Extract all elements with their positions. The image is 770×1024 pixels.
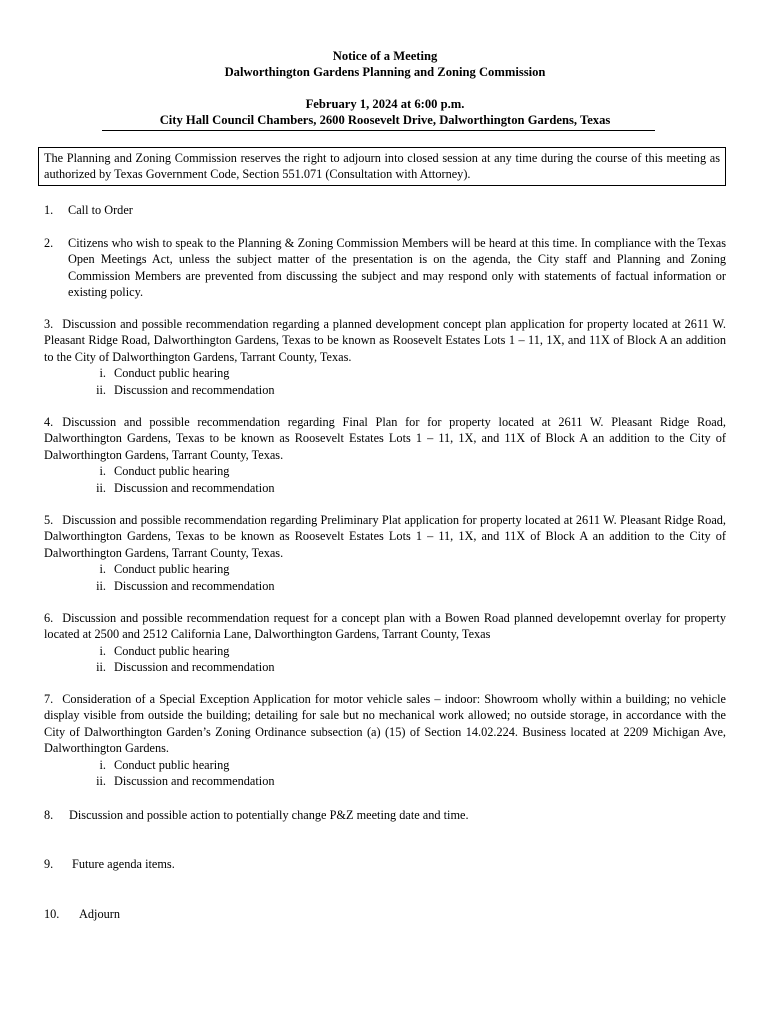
sub-item xyxy=(44,773,726,789)
sub-item-text: Discussion and recommendation xyxy=(114,480,275,495)
item-text: Discussion and possible recommendation regarding Final Plan for for property located at 2611 W. Pleasant Ridge Road, Dalworthington Gardens, Texas to be known as Roosevelt Estates Lots 1 – 11, 1X, and 11X of Block A an addition to the City of Dalworthington Gardens, Tarrant County, Texas. xyxy=(44,415,726,462)
agenda-item-1 xyxy=(44,202,726,218)
item-text: Adjourn xyxy=(79,907,120,921)
header-divider xyxy=(102,130,655,131)
item-number: 3. xyxy=(44,317,54,331)
sub-item-text: Discussion and recommendation xyxy=(114,382,275,397)
sub-item-number: ii. xyxy=(96,382,106,397)
item-text: Discussion and possible recommendation regarding a planned development concept plan application for property located at 2611 W. Pleasant Ridge Road, Dalworthington Gardens, Texas to be known as Roosevelt Estates Lots 1 – 11, 1X, and 11X of Block A an addition to the City of Dalworthington Gardens, Tarrant County, Texas. xyxy=(44,317,726,364)
agenda-item-6 xyxy=(44,610,726,676)
sub-item-number: ii. xyxy=(96,578,106,593)
agenda-header xyxy=(0,48,770,128)
sub-item-number: i. xyxy=(99,366,106,381)
sub-item xyxy=(44,463,726,479)
sub-item-number: i. xyxy=(99,562,106,577)
sub-item-text: Conduct public hearing xyxy=(114,562,230,577)
sub-item-number: ii. xyxy=(96,660,106,675)
sub-item-number: ii. xyxy=(96,480,106,495)
sub-item xyxy=(44,757,726,773)
sub-item-text: Conduct public hearing xyxy=(114,643,230,658)
item-text: Future agenda items. xyxy=(72,857,175,871)
sub-item xyxy=(44,480,726,496)
agenda-item-7 xyxy=(44,691,726,789)
agenda-item-8 xyxy=(44,807,726,823)
sub-item-number: i. xyxy=(99,757,106,772)
item-number: 8. xyxy=(44,808,54,822)
item-number: 5. xyxy=(44,513,54,527)
item-number: 1. xyxy=(44,203,54,217)
sub-item xyxy=(44,365,726,381)
sub-item-text: Discussion and recommendation xyxy=(114,660,275,675)
agenda-item-2 xyxy=(44,235,726,301)
item-number: 2. xyxy=(44,236,54,250)
header-title: Notice of a Meeting xyxy=(332,49,438,63)
item-text: Citizens who wish to speak to the Planning & Zoning Commission Members will be heard at this time. In compliance with the Texas Open Meetings Act, unless the subject matter of the presentation is on the agenda, the City staff and Planning and Zoning Commission Members are prevented from discussing the subject and may respond only with statements of factual information or existing policy. xyxy=(68,236,726,300)
agenda-item-5 xyxy=(44,512,726,594)
item-number: 10. xyxy=(44,907,60,921)
header-location: City Hall Council Chambers, 2600 Roosevelt Drive, Dalworthington Gardens, Texas xyxy=(159,113,611,127)
item-text: Discussion and possible recommendation request for a concept plan with a Bowen Road planned developemnt overlay for property located at 2500 and 2512 California Lane, Dalworthington Gardens, Tarrant County, Texas xyxy=(44,611,726,642)
sub-item xyxy=(44,382,726,398)
sub-item-text: Conduct public hearing xyxy=(114,366,230,381)
sub-item xyxy=(44,643,726,659)
agenda-item-4 xyxy=(44,414,726,496)
header-commission: Dalworthington Gardens Planning and Zoning Commission xyxy=(224,65,546,79)
sub-item-text: Discussion and recommendation xyxy=(114,774,275,789)
sub-item xyxy=(44,561,726,577)
closed-session-notice: The Planning and Zoning Commission reserves the right to adjourn into closed session at any time during the course of this meeting as authorized by Texas Government Code, Section 551.071 (Consultation with Attorney). xyxy=(38,147,726,186)
item-number: 6. xyxy=(44,611,54,625)
sub-item-text: Conduct public hearing xyxy=(114,757,230,772)
sub-item-text: Discussion and recommendation xyxy=(114,578,275,593)
sub-item-number: i. xyxy=(99,464,106,479)
item-text: Call to Order xyxy=(68,203,133,217)
sub-item-text: Conduct public hearing xyxy=(114,464,230,479)
item-number: 9. xyxy=(44,857,54,871)
item-text: Consideration of a Special Exception Application for motor vehicle sales – indoor: Showroom wholly within a building; no vehicle display visible from outside the building; detailing for sale but no mechanical work allowed; no outside storage, in accordance with the City of Dalworthington Garden’s Zoning Ordinance subsection (a) (15) of Section 14.02.224. Business located at 2209 Michigan Ave, Dalworthington Gardens. xyxy=(44,692,726,756)
agenda-item-10 xyxy=(44,906,726,922)
agenda-item-9 xyxy=(44,856,726,872)
item-number: 4. xyxy=(44,415,54,429)
item-text: Discussion and possible action to potentially change P&Z meeting date and time. xyxy=(69,808,469,822)
sub-item-number: ii. xyxy=(96,774,106,789)
sub-item xyxy=(44,659,726,675)
item-number: 7. xyxy=(44,692,54,706)
sub-item xyxy=(44,578,726,594)
item-text: Discussion and possible recommendation regarding Preliminary Plat application for property located at 2611 W. Pleasant Ridge Road, Dalworthington Gardens, Texas to be known as Roosevelt Estates Lots 1 – 11, 1X, and 11X of Block A an addition to the City of Dalworthington Gardens, Tarrant County, Texas. xyxy=(44,513,726,560)
header-date: February 1, 2024 at 6:00 p.m. xyxy=(305,97,465,111)
sub-item-number: i. xyxy=(99,643,106,658)
agenda-item-3 xyxy=(44,316,726,398)
